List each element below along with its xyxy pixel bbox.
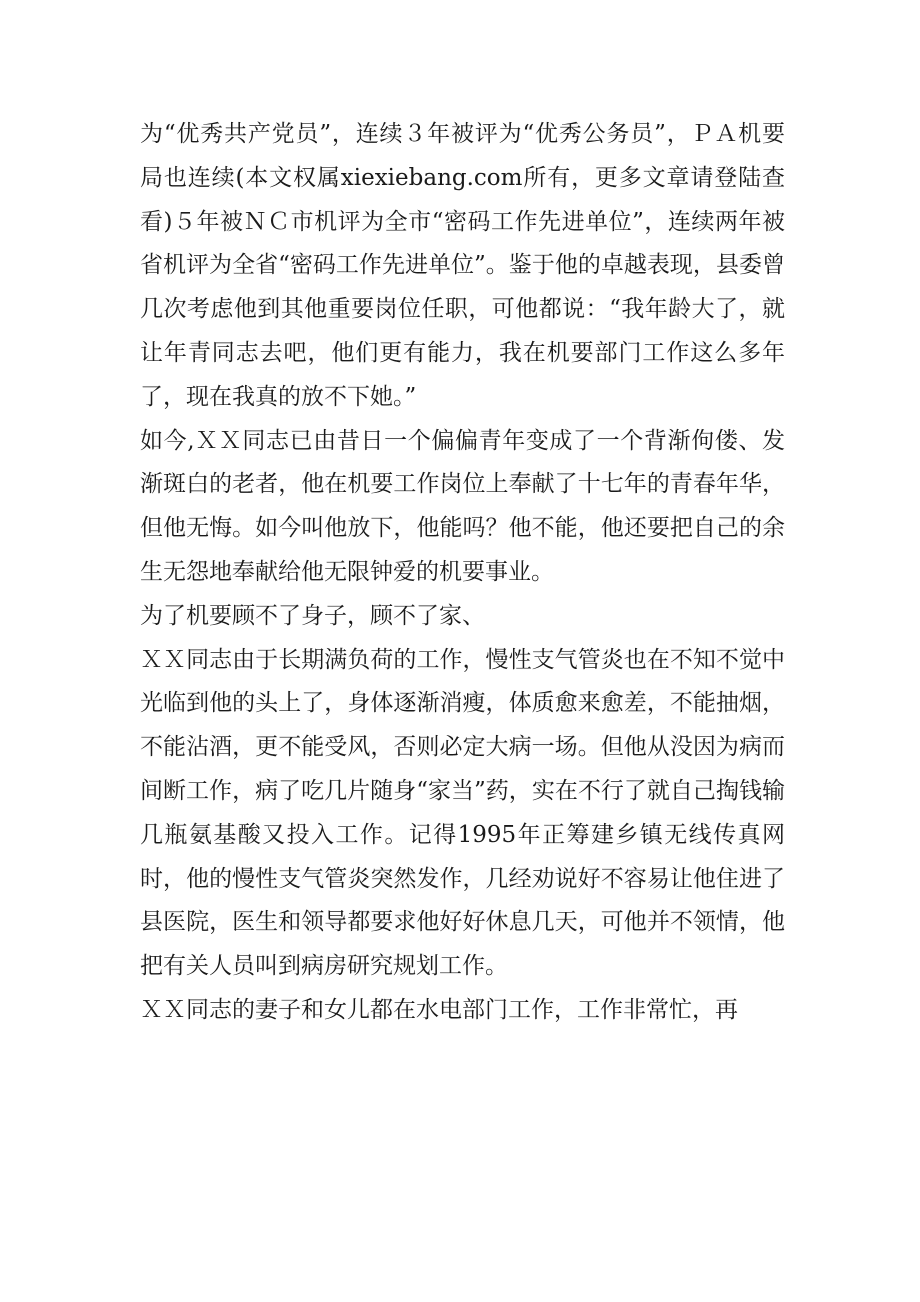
paragraph-3: 为了机要顾不了身子，顾不了家、 <box>140 602 485 629</box>
paragraph-1: 为“优秀共产党员”，连续３年被评为“优秀公务员”，ＰＡ机要局也连续(本文权属xiexiebang.com所有，更多文章请登陆查看)５年被ＮＣ市机评为全市“密码工作先进单位”，连续两年被省机评为全省“密码工作先进单位”。鉴于他的卓越表现，县委曾几次考虑他到其他重要岗位任职，可他都说：“我年龄大了，就让年青同志去吧，他们更有能力，我在机要部门工作这么多年了，现在我真的放不下她。” <box>140 121 785 410</box>
document-body <box>140 113 785 1033</box>
paragraph-2: 如今,ＸＸ同志已由昔日一个偏偏青年变成了一个背渐佝偻、发渐斑白的老者，他在机要工作岗位上奉献了十七年的青春年华，但他无悔。如今叫他放下，他能吗？他不能，他还要把自己的余生无怨地奉献给他无限钟爱的机要事业。 <box>140 427 785 585</box>
paragraph-4: ＸＸ同志由于长期满负荷的工作，慢性支气管炎也在不知不觉中光临到他的头上了，身体逐渐消瘦，体质愈来愈差，不能抽烟，不能沾酒，更不能受风，否则必定大病一场。但他从没因为病而间断工作，病了吃几片随身“家当”药，实在不行了就自己掏钱输几瓶氨基酸又投入工作。记得1995年正筹建乡镇无线传真网时，他的慢性支气管炎突然发作，几经劝说好不容易让他住进了县医院，医生和领导都要求他好好休息几天，可他并不领情，他把有关人员叫到病房研究规划工作。 <box>140 646 785 980</box>
paragraph-5: ＸＸ同志的妻子和女儿都在水电部门工作，工作非常忙，再 <box>140 996 738 1023</box>
